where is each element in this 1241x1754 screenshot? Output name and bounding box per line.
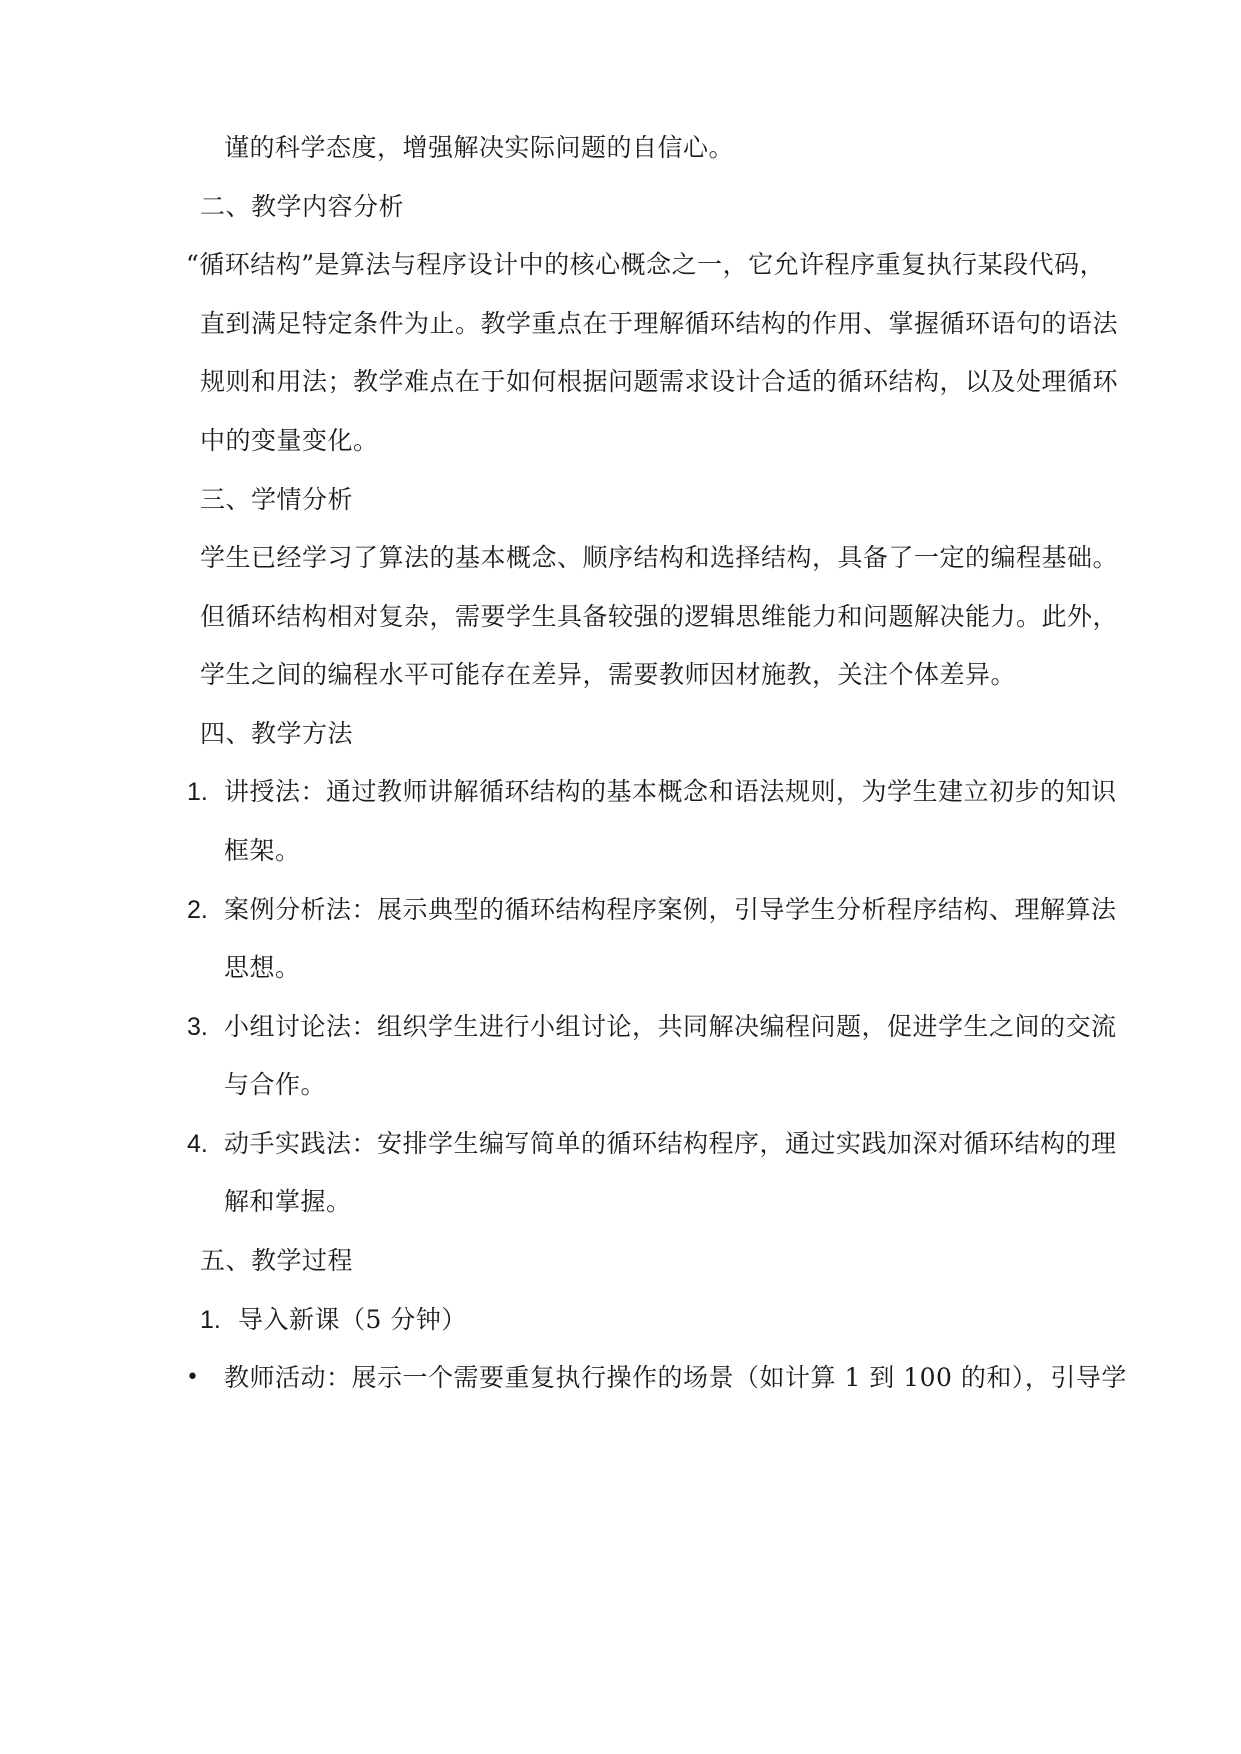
list-item-text: 案例分析法：展示典型的循环结构程序案例，引导学生分析程序结构、理解算法 <box>224 895 1117 924</box>
paragraph-line: 但循环结构相对复杂，需要学生具备较强的逻辑思维能力和问题解决能力。此外， <box>200 602 1119 631</box>
bullet-icon: • <box>186 1365 199 1390</box>
paragraph-line: 直到满足特定条件为止。教学重点在于理解循环结构的作用、掌握循环语句的语法 <box>200 309 1119 338</box>
list-number: 3. <box>187 1013 208 1041</box>
list-number: 1. <box>200 1306 221 1334</box>
list-item-text: 思想。 <box>224 953 301 982</box>
paragraph-line: 谨的科学态度，增强解决实际问题的自信心。 <box>224 133 735 162</box>
list-number: 4. <box>187 1130 208 1158</box>
subsection-title: 导入新课（5 分钟） <box>238 1305 467 1334</box>
list-item-text: 小组讨论法：组织学生进行小组讨论，共同解决编程问题，促进学生之间的交流 <box>224 1012 1117 1041</box>
section-heading: 五、教学过程 <box>200 1246 354 1275</box>
paragraph-line: 学生之间的编程水平可能存在差异，需要教师因材施教，关注个体差异。 <box>200 660 1017 689</box>
section-heading: 三、学情分析 <box>200 485 354 514</box>
list-item-text: 框架。 <box>224 836 301 865</box>
paragraph-line: 中的变量变化。 <box>200 426 379 455</box>
list-item-text: 讲授法：通过教师讲解循环结构的基本概念和语法规则，为学生建立初步的知识 <box>224 777 1117 806</box>
section-heading: 二、教学内容分析 <box>200 192 405 221</box>
list-item-text: 与合作。 <box>224 1070 327 1099</box>
list-item-text: 解和掌握。 <box>224 1187 352 1216</box>
list-number: 2. <box>187 896 208 924</box>
paragraph-line: 规则和用法；教学难点在于如何根据问题需求设计合适的循环结构，以及处理循环 <box>200 367 1119 396</box>
paragraph-line: 学生已经学习了算法的基本概念、顺序结构和选择结构，具备了一定的编程基础。 <box>200 543 1119 572</box>
section-heading: 四、教学方法 <box>200 719 354 748</box>
list-number: 1. <box>187 778 208 806</box>
paragraph-line: “循环结构”是算法与程序设计中的核心概念之一，它允许程序重复执行某段代码， <box>186 250 1106 279</box>
bullet-item-text: 教师活动：展示一个需要重复执行操作的场景（如计算 1 到 100 的和），引导学 <box>224 1363 1127 1392</box>
list-item-text: 动手实践法：安排学生编写简单的循环结构程序，通过实践加深对循环结构的理 <box>224 1129 1117 1158</box>
